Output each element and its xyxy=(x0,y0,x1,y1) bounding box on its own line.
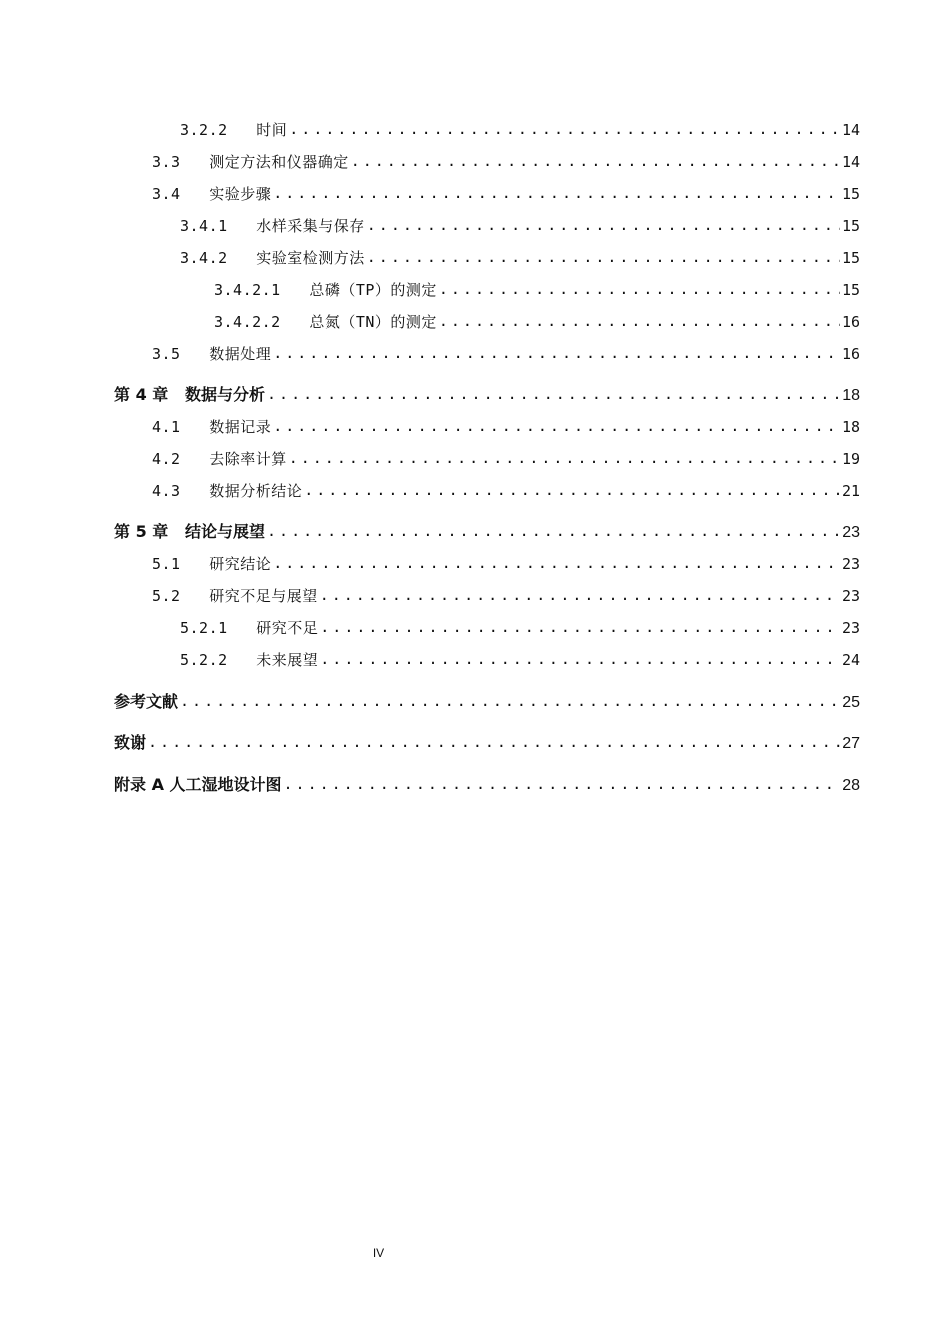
dot-leader xyxy=(320,584,840,606)
toc-page-number: 15 xyxy=(841,281,860,299)
dot-leader xyxy=(439,278,840,300)
toc-page-number: 23 xyxy=(841,619,860,637)
toc-entry-label: 3.4.2.1 总磷（TP）的测定 xyxy=(214,281,437,299)
toc-chapter-label: 参考文献 xyxy=(114,692,179,711)
dot-leader xyxy=(273,552,840,574)
toc-entry-label: 3.2.2 时间 xyxy=(180,121,288,139)
toc-page-number: 28 xyxy=(842,777,860,794)
toc-page-number: 25 xyxy=(842,694,860,711)
toc-entry-label: 4.2 去除率计算 xyxy=(152,450,287,468)
toc-chapter-label: 第 4 章 数据与分析 xyxy=(114,385,266,404)
toc-appendix-a[interactable] xyxy=(114,774,860,796)
dot-leader xyxy=(289,447,840,469)
toc-references[interactable] xyxy=(114,691,860,713)
dot-leader xyxy=(148,731,840,753)
dot-leader xyxy=(367,214,840,236)
toc-entry-3-2-2[interactable] xyxy=(114,119,860,141)
dot-leader xyxy=(284,773,841,795)
toc-page-number: 23 xyxy=(841,555,860,573)
dot-leader xyxy=(439,310,840,332)
toc-entry-label: 3.3 测定方法和仪器确定 xyxy=(152,153,349,171)
toc-entry-3-4-1[interactable] xyxy=(114,215,860,237)
dot-leader xyxy=(273,342,840,364)
toc-entry-label: 5.2.1 研究不足 xyxy=(180,619,319,637)
toc-page-number: 21 xyxy=(841,482,860,500)
toc-chapter-label: 致谢 xyxy=(114,733,147,752)
toc-entry-label: 3.4.2.2 总氮（TN）的测定 xyxy=(214,313,437,331)
toc-page-number: 16 xyxy=(841,345,860,363)
toc-page-number: 14 xyxy=(841,121,860,139)
toc-chapter-5[interactable] xyxy=(114,521,860,543)
toc-page-number: 18 xyxy=(841,418,860,436)
dot-leader xyxy=(273,182,840,204)
toc-entry-label: 4.1 数据记录 xyxy=(152,418,272,436)
toc-chapter-4[interactable] xyxy=(114,384,860,406)
dot-leader xyxy=(273,415,840,437)
toc-entry-3-5[interactable] xyxy=(114,343,860,365)
dot-leader xyxy=(180,690,840,712)
toc-entry-label: 5.1 研究结论 xyxy=(152,555,272,573)
toc-page-number: 18 xyxy=(842,387,860,404)
dot-leader xyxy=(351,150,840,172)
toc-chapter-label: 附录 A 人工湿地设计图 xyxy=(114,775,282,794)
toc-entry-5-2-2[interactable] xyxy=(114,649,860,671)
toc-entry-label: 3.4.1 水样采集与保存 xyxy=(180,217,365,235)
toc-chapter-label: 第 5 章 结论与展望 xyxy=(114,522,266,541)
toc-entry-label: 4.3 数据分析结论 xyxy=(152,482,303,500)
toc-page-number: 15 xyxy=(841,217,860,235)
dot-leader xyxy=(320,616,840,638)
dot-leader xyxy=(267,383,840,405)
toc-entry-label: 3.4 实验步骤 xyxy=(152,185,272,203)
toc-entry-label: 5.2 研究不足与展望 xyxy=(152,587,318,605)
dot-leader xyxy=(320,648,840,670)
toc-entry-3-4-2[interactable] xyxy=(114,247,860,269)
dot-leader xyxy=(304,479,840,501)
toc-page-number: 23 xyxy=(841,587,860,605)
toc-entry-4-2[interactable] xyxy=(114,448,860,470)
toc-entry-4-1[interactable] xyxy=(114,416,860,438)
dot-leader xyxy=(367,246,840,268)
toc-entry-3-4[interactable] xyxy=(114,183,860,205)
toc-page-number: 27 xyxy=(842,735,860,752)
toc-page-number: 23 xyxy=(842,524,860,541)
toc-page-number: 14 xyxy=(841,153,860,171)
toc-entry-3-4-2-1[interactable] xyxy=(114,279,860,301)
toc-entry-5-1[interactable] xyxy=(114,553,860,575)
dot-leader xyxy=(289,118,840,140)
toc-page-number: 19 xyxy=(841,450,860,468)
toc-page-number: 16 xyxy=(841,313,860,331)
toc-entry-3-4-2-2[interactable] xyxy=(114,311,860,333)
toc-entry-5-2[interactable] xyxy=(114,585,860,607)
page-number: IV xyxy=(372,1246,385,1260)
toc-acknowledgements[interactable] xyxy=(114,732,860,754)
toc-entry-4-3[interactable] xyxy=(114,480,860,502)
toc-entry-3-3[interactable] xyxy=(114,151,860,173)
toc-entry-5-2-1[interactable] xyxy=(114,617,860,639)
toc-page-number: 24 xyxy=(841,651,860,669)
toc-entry-label: 3.4.2 实验室检测方法 xyxy=(180,249,365,267)
toc-entry-label: 5.2.2 未来展望 xyxy=(180,651,319,669)
toc-page-number: 15 xyxy=(841,249,860,267)
toc-page-number: 15 xyxy=(841,185,860,203)
toc-entry-label: 3.5 数据处理 xyxy=(152,345,272,363)
dot-leader xyxy=(267,520,840,542)
